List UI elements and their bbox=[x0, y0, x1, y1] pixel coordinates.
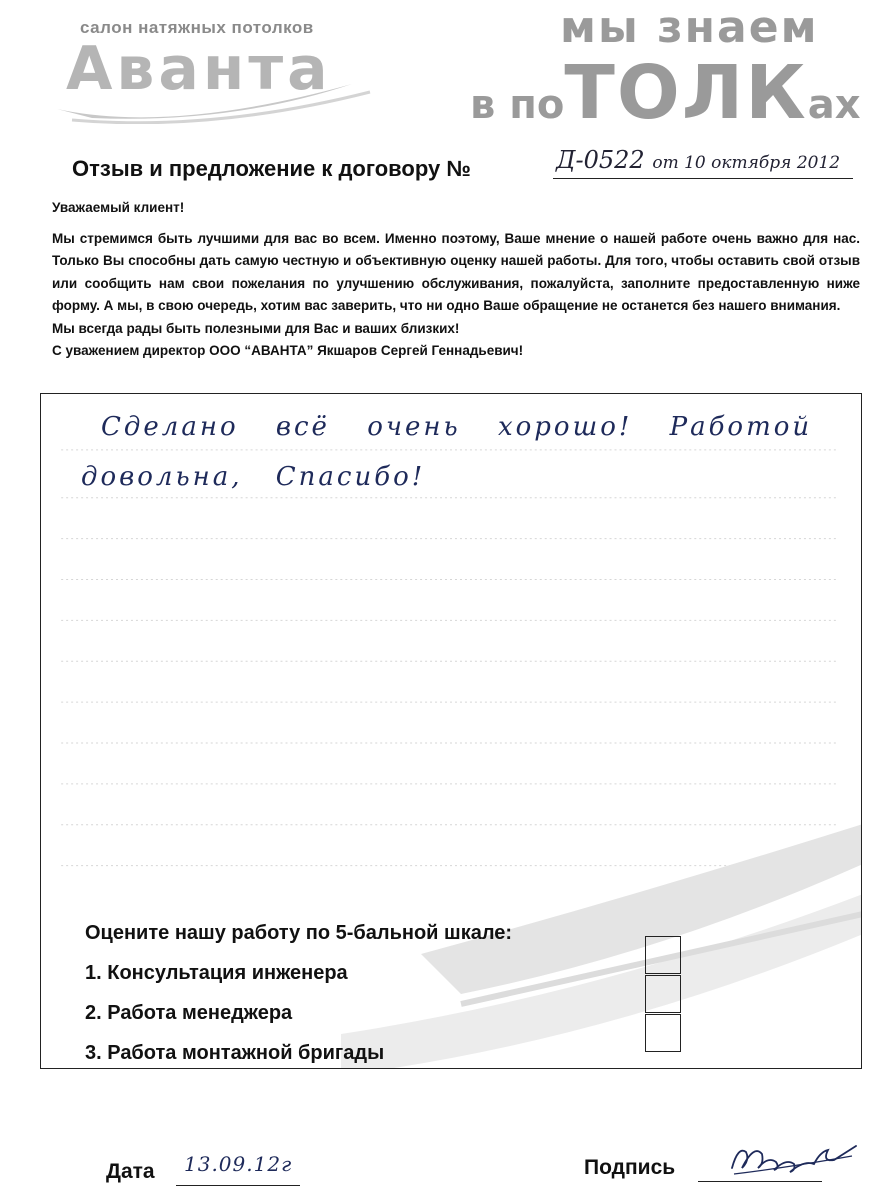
date-underline bbox=[176, 1185, 300, 1186]
score-box-engineer[interactable] bbox=[645, 936, 681, 974]
contract-number-underline bbox=[553, 178, 853, 179]
rating-title: Оцените нашу работу по 5-бальной шкале: bbox=[85, 922, 513, 944]
intro-text bbox=[52, 228, 860, 362]
greeting: Уважаемый клиент! bbox=[52, 200, 185, 215]
feedback-box[interactable] bbox=[40, 393, 862, 1069]
feedback-handwritten-line-2: довольна, Спасибо! bbox=[81, 462, 426, 492]
rating-item-engineer: 1. Консультация инженера bbox=[85, 962, 348, 984]
slogan-suffix: ах bbox=[807, 82, 861, 128]
feedback-handwritten-line-1: Сделано всё очень хорошо! Работой bbox=[101, 412, 813, 442]
date-label: Дата bbox=[106, 1160, 155, 1183]
rating-item-manager: 2. Работа менеджера bbox=[85, 1002, 293, 1024]
contract-date: от 10 октября 2012 bbox=[652, 153, 841, 173]
slogan-line-2 bbox=[470, 50, 861, 136]
slogan-prefix: в по bbox=[470, 82, 565, 128]
score-box-installation-team[interactable] bbox=[645, 1014, 681, 1052]
slogan-emphasis: ТОЛК bbox=[564, 50, 808, 136]
intro-line-2: Мы всегда рады быть полезными для Вас и ваших близких! bbox=[52, 320, 460, 336]
contract-number-handwritten[interactable] bbox=[556, 146, 840, 174]
brand-name: Аванта bbox=[66, 34, 332, 104]
rating-item-installation-team: 3. Работа монтажной бригады bbox=[85, 1042, 385, 1064]
logo-tagline: салон натяжных потолков bbox=[80, 18, 314, 37]
date-handwritten[interactable]: 13.09.12г bbox=[184, 1152, 293, 1176]
slogan-line-1: мы знаем bbox=[560, 2, 819, 53]
form-title: Отзыв и предложение к договору № bbox=[72, 156, 471, 181]
score-box-manager[interactable] bbox=[645, 975, 681, 1013]
signature-label: Подпись bbox=[584, 1156, 676, 1179]
contract-number: Д-0522 bbox=[556, 146, 645, 174]
handwritten-signature[interactable] bbox=[724, 1138, 864, 1184]
intro-paragraph: Мы стремимся быть лучшими для вас во всем. Именно поэтому, Ваше мнение о нашей работе очень важно для нас. Только Вы способны дать самую честную и объективную оценку нашей работы. Для того, чтобы оставить свой отзыв или сообщить нам свои пожелания по улучшению обслуживания, пожалуйста, заполните предоставленную ниже форму. А мы, в свою очередь, хотим вас заверить, что ни одно Ваше обращение не останется без нашего внимания. bbox=[52, 231, 860, 314]
director-signoff: С уважением директор ООО “АВАНТА” Якшаров Сергей Геннадьевич! bbox=[52, 343, 524, 359]
